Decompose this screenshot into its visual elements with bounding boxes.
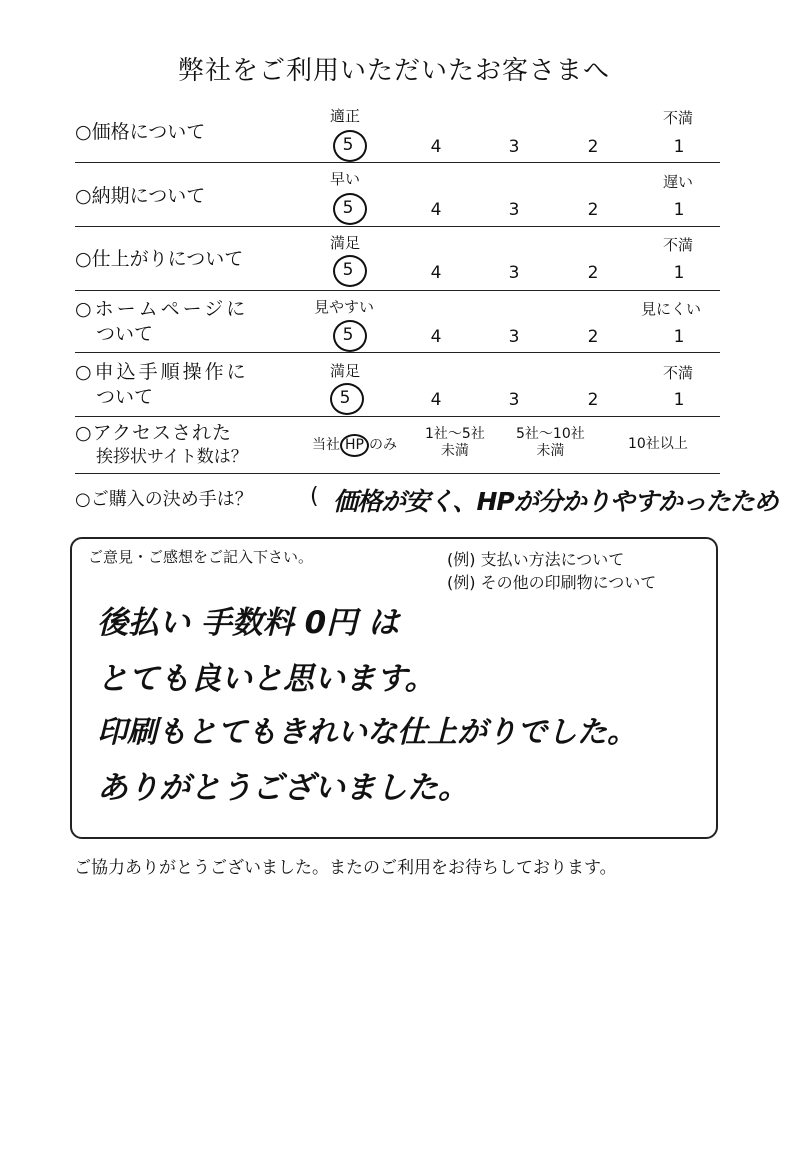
divider [75, 416, 720, 417]
handwritten-comment-line: ありがとうございました。 [97, 770, 469, 806]
scale-4: 4 [430, 200, 442, 220]
scale-2: 2 [587, 390, 599, 410]
divider [75, 290, 720, 291]
option-text: のみ [368, 437, 397, 453]
scale-top-label: 適正 [330, 107, 361, 125]
scale-bottom-label: 不満 [663, 364, 694, 382]
question-label-line2: ついて [96, 386, 154, 408]
selected-value: 5 [342, 135, 354, 155]
scale-3: 3 [508, 263, 520, 283]
scale-1: 1 [673, 327, 685, 347]
scale-2: 2 [587, 137, 599, 157]
scale-3: 3 [508, 137, 520, 157]
divider [75, 226, 720, 227]
page-title: 弊社をご利用いただいたお客さまへ [177, 56, 610, 86]
example-2: (例) その他の印刷物について [447, 573, 657, 592]
selected-value: 5 [342, 198, 354, 218]
footer-thanks: ご協力ありがとうございました。またのご利用をお待ちしております。 [74, 858, 617, 878]
handwritten-answer: 価格が安く、HPが分かりやすかったため [333, 487, 778, 516]
scale-2: 2 [587, 263, 599, 283]
question-label: ○ご購入の決め手は？ [75, 489, 253, 510]
access-option-own-hp [312, 434, 397, 457]
scale-bottom-label: 遅い [663, 173, 694, 191]
question-label-line1: ○申込手順操作に [75, 361, 249, 383]
scale-3: 3 [508, 390, 520, 410]
scale-4: 4 [430, 263, 442, 283]
question-label: ○価格について [75, 121, 206, 143]
scale-3: 3 [508, 200, 520, 220]
divider [75, 473, 720, 474]
option-text-hp: HP [345, 437, 364, 453]
scale-top-label: 早い [330, 170, 361, 188]
selected-value: 5 [339, 388, 351, 408]
question-label: ○納期について [75, 185, 206, 207]
handwritten-comment-line: とても良いと思います。 [97, 661, 436, 697]
scale-bottom-label: 見にくい [641, 300, 702, 318]
question-label-line1: ○ホームページに [75, 298, 249, 320]
scale-top-label: 満足 [330, 234, 361, 252]
access-option-10-plus: 10社以上 [628, 436, 688, 452]
scale-bottom-label: 不満 [663, 109, 694, 127]
handwritten-comment-line: 後払い 手数料 0円 は [97, 605, 399, 641]
scale-top-label: 満足 [330, 362, 361, 380]
question-label-line2: ついて [96, 323, 154, 345]
scale-2: 2 [587, 200, 599, 220]
scale-3: 3 [508, 327, 520, 347]
example-1: (例) 支払い方法について [447, 550, 625, 569]
option-line1: 1社～5社 [425, 426, 485, 442]
access-option-1-5 [425, 426, 485, 460]
paren: ( [310, 484, 319, 509]
divider [75, 352, 720, 353]
question-label-line2: 挨拶状サイト数は？ [96, 447, 248, 467]
divider [75, 162, 720, 163]
scale-2: 2 [587, 327, 599, 347]
scale-4: 4 [430, 390, 442, 410]
comment-prompt: ご意見・ご感想をご記入下さい。 [88, 548, 314, 566]
option-line2: 未満 [536, 443, 565, 459]
scale-1: 1 [673, 263, 685, 283]
selected-circle [340, 434, 369, 457]
scale-1: 1 [673, 200, 685, 220]
scale-bottom-label: 不満 [663, 236, 694, 254]
option-line2: 未満 [440, 443, 469, 459]
handwritten-comment-line: 印刷もとてもきれいな仕上がりでした。 [97, 715, 637, 750]
scale-1: 1 [673, 137, 685, 157]
question-label: ○仕上がりについて [75, 248, 244, 270]
option-text: 当社 [312, 437, 340, 453]
access-option-5-10 [516, 426, 585, 460]
selected-value: 5 [342, 325, 354, 345]
option-line1: 5社～10社 [516, 426, 585, 442]
question-label-line1: ○アクセスされた [75, 422, 233, 444]
scale-top-label: 見やすい [314, 298, 375, 316]
scale-1: 1 [673, 390, 685, 410]
scale-4: 4 [430, 327, 442, 347]
scale-4: 4 [430, 137, 442, 157]
selected-value: 5 [342, 260, 354, 280]
